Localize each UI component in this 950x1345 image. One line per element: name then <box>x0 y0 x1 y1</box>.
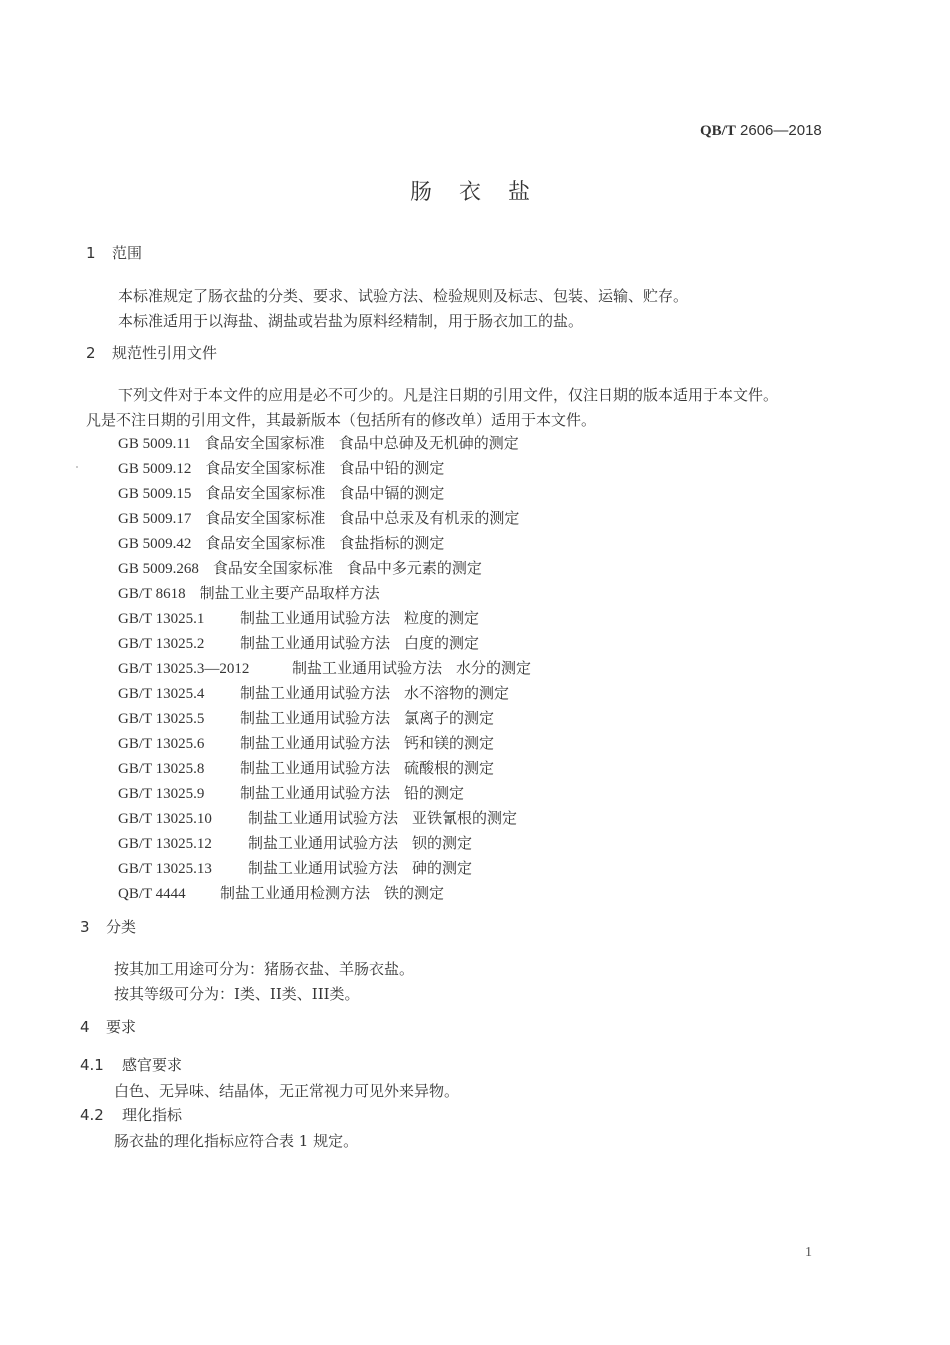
ref-subtitle: 钙和镁的测定 <box>404 734 495 752</box>
ref-title: 食品安全国家标准 <box>205 484 326 502</box>
ref-code: GB 5009.15 <box>118 486 192 502</box>
reference-item <box>118 857 472 878</box>
ref-subtitle: 食品中总汞及有机汞的测定 <box>339 509 520 527</box>
paragraph: 凡是不注日期的引用文件，其最新版本（包括所有的修改单）适用于本文件。 <box>86 411 597 429</box>
ref-subtitle: 食品中总砷及无机砷的测定 <box>338 434 519 452</box>
ref-code: GB/T 13025.6 <box>118 736 205 752</box>
ref-subtitle: 食品中镉的测定 <box>339 484 445 502</box>
subsection-title: 理化指标 <box>122 1106 183 1124</box>
reference-item <box>118 532 444 553</box>
ref-code: GB 5009.268 <box>118 561 199 577</box>
reference-item <box>118 457 444 478</box>
reference-item <box>118 582 380 603</box>
ref-title: 制盐工业通用试验方法 <box>240 684 391 702</box>
section-title: 要求 <box>106 1018 137 1036</box>
paragraph: 下列文件对于本文件的应用是必不可少的。凡是注日期的引用文件，仅注日期的版本适用于本文件。 <box>118 386 779 404</box>
reference-item <box>118 507 519 528</box>
section-3-heading <box>80 916 136 937</box>
reference-item <box>118 557 482 578</box>
section-number: 2 <box>86 344 96 362</box>
page-number: 1 <box>805 1245 812 1260</box>
ref-subtitle: 水分的测定 <box>456 659 532 677</box>
ref-subtitle: 砷的测定 <box>412 859 473 877</box>
standard-code <box>700 122 822 140</box>
ref-subtitle: 氯离子的测定 <box>404 709 495 727</box>
reference-item <box>118 682 509 703</box>
ref-title: 食品安全国家标准 <box>205 509 326 527</box>
ref-subtitle: 水不溶物的测定 <box>404 684 510 702</box>
ref-code: GB/T 13025.12 <box>118 836 212 852</box>
ref-code: GB 5009.17 <box>118 511 192 527</box>
section-title: 规范性引用文件 <box>112 344 218 362</box>
ref-code: GB/T 13025.1 <box>118 611 205 627</box>
section-number: 1 <box>86 244 96 262</box>
paragraph: 白色、无异味、结晶体，无正常视力可见外来异物。 <box>114 1082 460 1100</box>
reference-item <box>118 882 444 903</box>
ref-subtitle: 食品中铅的测定 <box>339 459 445 477</box>
section-1-heading <box>86 242 142 263</box>
paragraph: 按其等级可分为：I类、II类、III类。 <box>114 985 360 1003</box>
ref-code: GB/T 13025.5 <box>118 711 205 727</box>
ref-title: 制盐工业通用试验方法 <box>248 809 399 827</box>
ref-title: 制盐工业通用试验方法 <box>292 659 443 677</box>
ref-code: GB/T 13025.3—2012 <box>118 661 250 677</box>
paragraph: 肠衣盐的理化指标应符合表 1 规定。 <box>114 1132 359 1150</box>
section-2-heading <box>86 342 217 363</box>
section-number: 4 <box>80 1018 90 1036</box>
section-number: 3 <box>80 918 90 936</box>
paragraph: 本标准适用于以海盐、湖盐或岩盐为原料经精制，用于肠衣加工的盐。 <box>118 312 584 330</box>
section-title: 范围 <box>112 244 143 262</box>
reference-item <box>118 657 531 678</box>
ref-subtitle: 铁的测定 <box>384 884 445 902</box>
ref-title: 制盐工业通用试验方法 <box>240 784 391 802</box>
ref-title: 制盐工业通用试验方法 <box>248 859 399 877</box>
ref-subtitle: 钡的测定 <box>412 834 473 852</box>
subsection-number: 4.1 <box>80 1056 104 1074</box>
paragraph: 本标准规定了肠衣盐的分类、要求、试验方法、检验规则及标志、包装、运输、贮存。 <box>118 287 689 305</box>
ref-code: GB/T 13025.8 <box>118 761 205 777</box>
reference-item <box>118 832 472 853</box>
ref-code: GB/T 8618 <box>118 586 186 602</box>
ref-title: 食品安全国家标准 <box>205 534 326 552</box>
ref-title: 食品安全国家标准 <box>212 559 333 577</box>
ref-code: GB/T 13025.9 <box>118 786 205 802</box>
ref-code: GB 5009.11 <box>118 436 191 452</box>
ref-code: GB/T 13025.10 <box>118 811 212 827</box>
scan-speck <box>76 466 78 468</box>
reference-item <box>118 432 519 453</box>
reference-item <box>118 807 517 828</box>
ref-title: 制盐工业通用试验方法 <box>240 609 391 627</box>
subsection-4-1-heading <box>80 1054 182 1075</box>
ref-code: QB/T 4444 <box>118 886 186 902</box>
ref-code: GB 5009.12 <box>118 461 192 477</box>
ref-title: 制盐工业通用检测方法 <box>220 884 371 902</box>
ref-subtitle: 粒度的测定 <box>404 609 480 627</box>
ref-subtitle: 亚铁氰根的测定 <box>412 809 518 827</box>
ref-title: 制盐工业通用试验方法 <box>240 709 391 727</box>
ref-title: 食品安全国家标准 <box>204 434 325 452</box>
document-title: 肠 衣 盐 <box>410 180 540 205</box>
subsection-title: 感官要求 <box>122 1056 183 1074</box>
ref-subtitle: 白度的测定 <box>404 634 480 652</box>
reference-item <box>118 782 464 803</box>
section-title: 分类 <box>106 918 137 936</box>
reference-item <box>118 757 494 778</box>
section-4-heading <box>80 1016 136 1037</box>
ref-code: GB 5009.42 <box>118 536 192 552</box>
ref-code: GB/T 13025.13 <box>118 861 212 877</box>
ref-title: 制盐工业通用试验方法 <box>248 834 399 852</box>
reference-item <box>118 607 479 628</box>
ref-title: 食品安全国家标准 <box>205 459 326 477</box>
standard-prefix: QB/T <box>700 123 736 139</box>
subsection-number: 4.2 <box>80 1106 104 1124</box>
paragraph: 按其加工用途可分为：猪肠衣盐、羊肠衣盐。 <box>114 960 415 978</box>
ref-subtitle: 食品中多元素的测定 <box>346 559 482 577</box>
ref-subtitle: 食盐指标的测定 <box>339 534 445 552</box>
ref-subtitle: 硫酸根的测定 <box>404 759 495 777</box>
reference-item <box>118 707 494 728</box>
ref-title: 制盐工业通用试验方法 <box>240 759 391 777</box>
ref-title: 制盐工业主要产品取样方法 <box>199 584 380 602</box>
reference-item <box>118 732 494 753</box>
ref-code: GB/T 13025.2 <box>118 636 205 652</box>
subsection-4-2-heading <box>80 1104 182 1125</box>
ref-code: GB/T 13025.4 <box>118 686 205 702</box>
reference-item <box>118 482 444 503</box>
ref-title: 制盐工业通用试验方法 <box>240 634 391 652</box>
ref-subtitle: 铅的测定 <box>404 784 465 802</box>
ref-title: 制盐工业通用试验方法 <box>240 734 391 752</box>
standard-number: 2606—2018 <box>740 122 822 139</box>
reference-item <box>118 632 479 653</box>
